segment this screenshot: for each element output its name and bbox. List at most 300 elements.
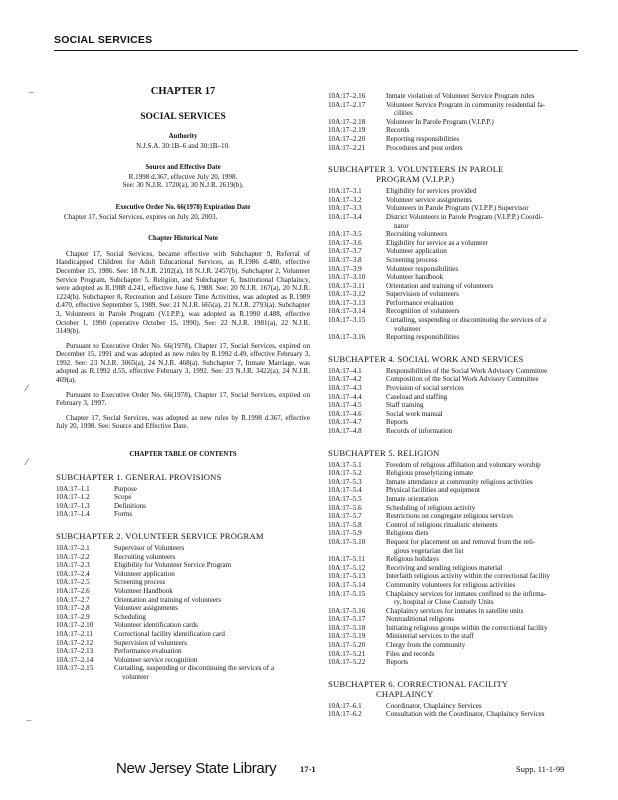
toc-entry xyxy=(328,521,582,530)
toc-entry xyxy=(328,101,582,118)
section-number: 10A:17–5.20 xyxy=(328,641,366,650)
toc-entry xyxy=(328,555,582,564)
section-number: 10A:17–2.6 xyxy=(56,586,90,595)
section-title-text: Volunteer Service Program in community residential fa- xyxy=(386,100,546,109)
subchapter-heading-block xyxy=(328,164,582,184)
section-number: 10A:17–5.9 xyxy=(328,529,362,538)
toc-entry xyxy=(328,572,582,581)
section-title-continuation: cilities xyxy=(394,109,413,118)
section-title-text: Procedures and post orders xyxy=(386,143,463,152)
section-number: 10A:17–5.8 xyxy=(328,520,362,529)
toc-entry xyxy=(328,144,582,153)
toc-entry xyxy=(328,401,582,410)
authority-heading: Authority xyxy=(168,133,198,140)
section-title xyxy=(114,647,310,656)
section-number: 10A:17–2.3 xyxy=(56,561,90,570)
section-title xyxy=(386,478,582,487)
section-title-text: Nontraditional religions xyxy=(386,615,454,624)
section-title xyxy=(386,521,582,530)
section-title-text: Screening process xyxy=(114,578,166,587)
section-title xyxy=(114,553,310,562)
section-title-text: Volunteer service assignments xyxy=(386,195,472,204)
library-stamp: New Jersey State Library xyxy=(116,760,277,777)
page-number: 17-1 xyxy=(300,764,316,774)
section-number: 10A:17–5.19 xyxy=(328,632,366,641)
section-title-text: Recruiting volunteers xyxy=(114,552,176,561)
toc-entry xyxy=(328,196,582,205)
toc-entry xyxy=(328,213,582,230)
section-number: 10A:17–4.2 xyxy=(328,375,362,384)
section-number: 10A:17–3.3 xyxy=(328,204,362,213)
section-title-continuation: volunteer xyxy=(394,324,421,333)
section-number: 10A:17–4.7 xyxy=(328,418,362,427)
section-title xyxy=(386,658,582,667)
section-number: 10A:17–2.2 xyxy=(56,552,90,561)
section-title xyxy=(114,639,310,648)
section-number: 10A:17–6.1 xyxy=(328,701,362,710)
section-title-text: Request for placement on and removal from the reli- xyxy=(386,537,536,546)
section-number: 10A:17–2.13 xyxy=(56,647,94,656)
margin-mark: ⌣ xyxy=(26,716,32,726)
section-title xyxy=(386,581,582,590)
section-title xyxy=(114,630,310,639)
section-title xyxy=(386,204,582,213)
section-title xyxy=(386,418,582,427)
section-title-text: Reporting responsibilities xyxy=(386,134,460,143)
toc-entry xyxy=(328,204,582,213)
section-title xyxy=(114,578,310,587)
section-number: 10A:17–5.10 xyxy=(328,537,366,546)
section-title xyxy=(114,596,310,605)
toc-entry xyxy=(56,604,310,613)
section-number: 10A:17–2.12 xyxy=(56,638,94,647)
section-title-text: Scope xyxy=(114,493,132,502)
toc-entry xyxy=(56,493,310,502)
section-title-text: Composition of the Social Work Advisory Committee xyxy=(386,375,539,384)
toc-entry xyxy=(328,316,582,333)
section-title xyxy=(114,587,310,596)
toc-entry xyxy=(56,613,310,622)
section-number: 10A:17–3.11 xyxy=(328,281,365,290)
section-title xyxy=(386,469,582,478)
section-number: 10A:17–5.16 xyxy=(328,606,366,615)
section-title-text: Receiving and sending religious material xyxy=(386,563,503,572)
section-title-text: Staff training xyxy=(386,401,424,410)
toc-entry xyxy=(328,427,582,436)
section-number: 10A:17–1.3 xyxy=(56,501,90,510)
section-number: 10A:17–3.14 xyxy=(328,307,366,316)
chapter-number: CHAPTER 17 xyxy=(150,86,216,97)
section-number: 10A:17–5.15 xyxy=(328,589,366,598)
section-number: 10A:17–3.9 xyxy=(328,264,362,273)
section-title xyxy=(386,702,582,711)
toc-entry xyxy=(328,564,582,573)
header-rule xyxy=(54,50,578,51)
subchapter-heading-block xyxy=(328,448,582,458)
section-title xyxy=(386,247,582,256)
source-heading: Source and Effective Date xyxy=(145,164,221,172)
section-title xyxy=(386,710,582,719)
toc-entry xyxy=(328,393,582,402)
toc-entry xyxy=(328,290,582,299)
section-number: 10A:17–3.13 xyxy=(328,298,366,307)
section-title-text: Reporting responsibilities xyxy=(386,333,460,342)
section-title xyxy=(386,564,582,573)
section-title-text: Scheduling xyxy=(114,612,146,621)
toc-entry xyxy=(328,529,582,538)
source-line: R.1998 d.367, effective July 20, 1998. xyxy=(128,172,238,181)
toc-entry xyxy=(56,578,310,587)
section-title-text: Recruiting volunteers xyxy=(386,230,448,239)
toc-entry xyxy=(56,656,310,665)
section-title-text: Eligibility for Volunteer Service Program xyxy=(114,561,232,570)
section-title-text: Religious diets xyxy=(386,529,429,538)
section-title-text: Volunteer assignments xyxy=(114,604,178,613)
section-title xyxy=(386,572,582,581)
section-title-text: Reports xyxy=(386,658,409,667)
section-title-text: Provision of social services xyxy=(386,384,464,393)
section-number: 10A:17–3.5 xyxy=(328,230,362,239)
toc-entry xyxy=(328,410,582,419)
toc-entry xyxy=(328,461,582,470)
expiration-text: Chapter 17, Social Services, expires on July 20, 2003. xyxy=(64,212,218,221)
section-title-text: Orientation and training of volunteers xyxy=(386,281,494,290)
toc-entry xyxy=(328,273,582,282)
section-title xyxy=(386,555,582,564)
subchapter-heading-block xyxy=(328,354,582,364)
toc-entry xyxy=(56,587,310,596)
toc-entry xyxy=(328,512,582,521)
section-number: 10A:17–5.3 xyxy=(328,477,362,486)
section-number: 10A:17–2.11 xyxy=(56,629,93,638)
history-paragraph: Chapter 17, Social Services, was adopted as new rules by R.1998 d.367, effective July 20, 1998. See: Source and Effective Date. xyxy=(56,413,310,431)
margin-mark: ⁄ xyxy=(26,384,28,394)
history-heading: Chapter Historical Note xyxy=(148,235,218,243)
left-column xyxy=(56,86,310,682)
section-title xyxy=(386,401,582,410)
toc-entry xyxy=(328,247,582,256)
section-title xyxy=(386,538,582,555)
section-title-text: Supervision of volunteers xyxy=(114,638,187,647)
section-title-text: Religious holidays xyxy=(386,555,440,564)
section-title xyxy=(386,333,582,342)
section-title-text: Control of religious ritualistic elements xyxy=(386,520,498,529)
section-title-text: Reports xyxy=(386,418,409,427)
section-number: 10A:17–3.12 xyxy=(328,290,366,299)
section-title xyxy=(386,504,582,513)
section-number: 10A:17–2.7 xyxy=(56,595,90,604)
section-number: 10A:17–4.5 xyxy=(328,401,362,410)
section-title xyxy=(386,230,582,239)
toc-entry xyxy=(328,187,582,196)
toc-entry xyxy=(328,256,582,265)
section-number: 10A:17–5.22 xyxy=(328,658,366,667)
running-head: SOCIAL SERVICES xyxy=(54,34,153,46)
toc-entry xyxy=(328,307,582,316)
section-number: 10A:17–2.1 xyxy=(56,544,90,552)
section-number: 10A:17–2.21 xyxy=(328,143,366,152)
toc-entry xyxy=(56,570,310,579)
section-title-text: Correctional facility identification card xyxy=(114,629,225,638)
section-title xyxy=(386,256,582,265)
section-number: 10A:17–5.5 xyxy=(328,494,362,503)
section-title xyxy=(386,135,582,144)
section-number: 10A:17–4.4 xyxy=(328,392,362,401)
section-title-text: Social work manual xyxy=(386,409,443,418)
section-number: 10A:17–5.4 xyxy=(328,486,362,495)
section-title xyxy=(386,495,582,504)
section-number: 10A:17–3.7 xyxy=(328,247,362,256)
section-title xyxy=(386,529,582,538)
margin-mark: ⁄ xyxy=(26,458,28,468)
toc-entry xyxy=(328,658,582,667)
section-title-text: Eligibility for services provided xyxy=(386,187,477,196)
section-title-text: Interfaith religious activity within the correctional facility xyxy=(386,572,550,581)
section-title xyxy=(386,187,582,196)
toc-entry xyxy=(328,384,582,393)
toc-entry xyxy=(328,607,582,616)
toc-entry xyxy=(328,375,582,384)
section-title-text: Forms xyxy=(114,510,133,519)
section-title xyxy=(386,92,582,101)
history-paragraph: Pursuant to Executive Order No. 66(1978), Chapter 17, Social Services, expired on December 15, 1991 and was adopted as new rules by R.1992 d.49, effective February 3, 1992. See: 23 N.J.R. 3065(a), 24 N.J.R. 468(a). Subchapter 7, Inmate Marriage, was adopted as R.1992 d.55, effective February 3, 1992. See: 23 N.J.R. 3422(a), 24 N.J.R. 469(a). xyxy=(56,341,310,385)
section-number: 10A:17–5.21 xyxy=(328,649,366,658)
history-paragraph: Chapter 17, Social Services, became effective with Subchapter 9, Referral of Handicapped Children for Adult Educational Services, as R.1986 d.480, effective December 15, 1986. See: 18 N.J.R. 2102(a), 18 N.J.R. 2457(b). Subchapter 2, Volunteer Service Program, Subchapter 5, Religion, and Subchapter 6, Institutional Chaplaincy, were adopted as R.1988 d.241, effective June 6, 1988. See: 20 N.J.R. 167(a), 20 N.J.R. 1224(b). Subchapter 8, Recreation and Leisure Time Activities, was adopted as R.1989 d.470, effective September 5, 1989. See: 21 N.J.R. 665(a), 21 N.J.R. 2793(a). Subchapter 3, Volunteers in Parole Program (V.I.P.P.), was adopted as R.1990 d.488, effective October 1, 1990 (operative October 15, 1990). See: 22 N.J.R. 1981(a), 22 N.J.R. 3149(b). xyxy=(56,249,310,336)
section-title xyxy=(386,393,582,402)
section-title-text: Restrictions on congregate religious services xyxy=(386,512,513,521)
section-number: 10A:17–5.14 xyxy=(328,580,366,589)
history-paragraph: Pursuant to Executive Order No. 66(1978), Chapter 17, Social Services, expired on February 3, 1997. xyxy=(56,390,310,408)
subchapter-heading: SUBCHAPTER 1. GENERAL PROVISIONS xyxy=(56,471,222,482)
section-title-text: Eligibility for service as a volunteer xyxy=(386,238,488,247)
section-title xyxy=(386,427,582,436)
section-title xyxy=(386,590,582,607)
section-title-text: Orientation and training of volunteers xyxy=(114,595,222,604)
section-number: 10A:17–3.8 xyxy=(328,255,362,264)
toc-entry xyxy=(328,615,582,624)
toc-entry xyxy=(328,333,582,342)
toc-entry xyxy=(328,478,582,487)
subchapter-heading-block xyxy=(56,472,310,482)
section-number: 10A:17–3.2 xyxy=(328,195,362,204)
section-title-text: Volunteer application xyxy=(114,569,175,578)
section-title xyxy=(386,299,582,308)
toc-heading: CHAPTER TABLE OF CONTENTS xyxy=(129,451,237,459)
authority-text: N.J.S.A. 30:1B–6 and 30:1B–10. xyxy=(136,141,230,150)
section-title xyxy=(386,410,582,419)
toc-entry xyxy=(56,621,310,630)
section-title-text: Chaplaincy services for inmates in satellite units xyxy=(386,606,524,615)
toc-entry xyxy=(328,126,582,135)
toc-entry xyxy=(328,581,582,590)
section-title-text: Files and records xyxy=(386,649,435,658)
section-title xyxy=(386,650,582,659)
toc-entry xyxy=(328,641,582,650)
section-title-text: Ministerial services to the staff xyxy=(386,632,474,641)
section-title-text: Screening process xyxy=(386,255,438,264)
continued-entries xyxy=(328,92,582,152)
toc-entry xyxy=(56,630,310,639)
supplement-date: Supp. 11-1-99 xyxy=(516,764,565,774)
section-title-text: Inmate violation of Volunteer Service Program rules xyxy=(386,92,535,100)
toc-entry xyxy=(328,135,582,144)
section-title xyxy=(386,239,582,248)
section-title xyxy=(114,485,310,494)
section-number: 10A:17–5.7 xyxy=(328,512,362,521)
section-title-text: Inmate attendance at community religious activities xyxy=(386,477,533,486)
section-number: 10A:17–4.1 xyxy=(328,366,362,375)
section-title xyxy=(114,621,310,630)
section-title-text: Supervisor of Volunteers xyxy=(114,544,185,552)
section-title xyxy=(386,375,582,384)
section-title-text: Volunteer service recognition xyxy=(114,655,198,664)
toc-entry xyxy=(328,92,582,101)
toc-entry xyxy=(328,265,582,274)
section-title-text: Coordinator, Chaplaincy Services xyxy=(386,701,482,710)
section-number: 10A:17–3.4 xyxy=(328,212,362,221)
toc-entry xyxy=(328,590,582,607)
section-number: 10A:17–3.6 xyxy=(328,238,362,247)
section-number: 10A:17–3.16 xyxy=(328,333,366,342)
section-title-text: Volunteers in Parole Program (V.I.P.P.) Supervisor xyxy=(386,204,529,213)
section-title-text: Consultation with the Coordinator, Chaplaincy Services xyxy=(386,710,545,719)
section-number: 10A:17–5.18 xyxy=(328,623,366,632)
toc-entry xyxy=(56,596,310,605)
subchapter-heading: SUBCHAPTER 2. VOLUNTEER SERVICE PROGRAM xyxy=(56,531,264,541)
toc-entry xyxy=(328,418,582,427)
section-title-text: Volunteer application xyxy=(386,247,447,256)
section-title xyxy=(114,544,310,553)
section-title xyxy=(114,656,310,665)
toc-entry xyxy=(56,510,310,519)
subchapter-heading: SUBCHAPTER 3. VOLUNTEERS IN PAROLE xyxy=(328,164,504,175)
section-title-text: Chaplaincy services for inmates confined to the infirma- xyxy=(386,589,547,598)
section-number: 10A:17–5.12 xyxy=(328,563,366,572)
expiration-heading: Executive Order No. 66(1978) Expiration Date xyxy=(115,203,251,211)
section-number: 10A:17–2.17 xyxy=(328,100,366,109)
subchapter-heading-continuation: CHAPLAINCY xyxy=(376,688,434,699)
section-title xyxy=(386,307,582,316)
section-title xyxy=(386,196,582,205)
section-title-text: Records of information xyxy=(386,427,453,435)
section-number: 10A:17–2.8 xyxy=(56,604,90,613)
section-number: 10A:17–2.9 xyxy=(56,612,90,621)
section-title xyxy=(386,607,582,616)
section-title-continuation: ry, hospital or Close Custody Units xyxy=(394,598,494,607)
section-title-text: Definitions xyxy=(114,501,146,510)
toc-entry xyxy=(328,495,582,504)
section-number: 10A:17–2.5 xyxy=(56,578,90,587)
toc-entry xyxy=(328,486,582,495)
section-title-text: Curtailing, suspending or discontinuing the services of a xyxy=(386,316,546,325)
section-number: 10A:17–1.1 xyxy=(56,484,90,493)
left-subchapters xyxy=(56,472,310,682)
toc-entry xyxy=(56,544,310,553)
toc-entry xyxy=(328,282,582,291)
section-title-text: Performance evaluation xyxy=(114,647,182,656)
section-title xyxy=(386,512,582,521)
subchapter-heading: SUBCHAPTER 4. SOCIAL WORK AND SERVICES xyxy=(328,353,524,364)
section-number: 10A:17–5.13 xyxy=(328,572,366,581)
subchapter-heading: SUBCHAPTER 5. RELIGION xyxy=(328,447,440,458)
section-title xyxy=(386,615,582,624)
section-number: 10A:17–2.10 xyxy=(56,621,94,630)
toc-entry xyxy=(56,553,310,562)
section-number: 10A:17–5.1 xyxy=(328,460,362,469)
toc-entry xyxy=(56,664,310,681)
section-title-text: Initiating religious groups within the correctional facility xyxy=(386,623,548,632)
right-subchapters xyxy=(328,164,582,719)
section-title-continuation: gious vegetarian diet list xyxy=(394,546,464,555)
section-title xyxy=(114,570,310,579)
section-number: 10A:17–2.19 xyxy=(328,126,366,135)
chapter-title: SOCIAL SERVICES xyxy=(140,112,226,122)
source-line: See: 30 N.J.R. 1720(a), 30 N.J.R. 2619(b). xyxy=(122,181,244,190)
section-title-text: Inmate orientation xyxy=(386,494,439,503)
subchapter-heading: SUBCHAPTER 6. CORRECTIONAL FACILITY xyxy=(328,678,509,689)
section-title xyxy=(386,486,582,495)
section-title-text: Religious proselytizing inmate xyxy=(386,469,474,478)
section-title-text: Recognition of volunteers xyxy=(386,307,460,316)
section-title xyxy=(386,367,582,376)
section-title-text: Records xyxy=(386,126,410,135)
section-title-text: Community volunteers for religious activities xyxy=(386,580,516,589)
toc-entry xyxy=(328,118,582,127)
section-title-text: District Volunteers in Parole Program (V.I.P.P.) Coordi- xyxy=(386,212,543,221)
section-title xyxy=(386,273,582,282)
section-title-text: Scheduling of religious activity xyxy=(386,503,476,512)
section-title-text: Volunteer responsibilities xyxy=(386,264,459,273)
section-title-text: Volunteer Handbook xyxy=(114,586,173,595)
toc-entry xyxy=(328,632,582,641)
section-title xyxy=(386,316,582,333)
toc-entry xyxy=(328,239,582,248)
section-title xyxy=(386,624,582,633)
subchapter-heading-continuation: PROGRAM (V.I.P.P.) xyxy=(376,174,455,185)
section-number: 10A:17–3.10 xyxy=(328,273,366,282)
toc-entry xyxy=(328,504,582,513)
toc-entry xyxy=(328,299,582,308)
section-number: 10A:17–5.17 xyxy=(328,615,366,624)
section-number: 10A:17–4.8 xyxy=(328,427,362,435)
section-title xyxy=(114,493,310,502)
section-title-text: Volunteer handbook xyxy=(386,273,444,282)
section-title xyxy=(114,613,310,622)
section-title xyxy=(386,632,582,641)
section-title xyxy=(114,604,310,613)
section-title xyxy=(386,282,582,291)
section-number: 10A:17–3.1 xyxy=(328,187,362,196)
section-title xyxy=(386,290,582,299)
section-number: 10A:17–5.2 xyxy=(328,469,362,478)
section-title-text: Physical facilities and equipment xyxy=(386,486,480,495)
section-number: 10A:17–1.2 xyxy=(56,493,90,502)
section-title-text: Purpose xyxy=(114,484,137,493)
subchapter-heading-block xyxy=(328,679,582,699)
section-title-text: Volunteer In Parole Program (V.I.P.P.) xyxy=(386,117,494,126)
section-number: 10A:17–5.11 xyxy=(328,555,365,564)
toc-entry xyxy=(328,469,582,478)
section-title-text: Caseload and staffing xyxy=(386,392,448,401)
section-number: 10A:17–2.4 xyxy=(56,569,90,578)
toc-entry xyxy=(328,230,582,239)
section-title-text: Supervision of volunteers xyxy=(386,290,459,299)
section-title-continuation: volunteer xyxy=(122,672,149,681)
toc-entry xyxy=(56,502,310,511)
section-title-continuation: nator xyxy=(394,221,409,230)
toc-entry xyxy=(328,710,582,719)
section-number: 10A:17–6.2 xyxy=(328,710,362,719)
